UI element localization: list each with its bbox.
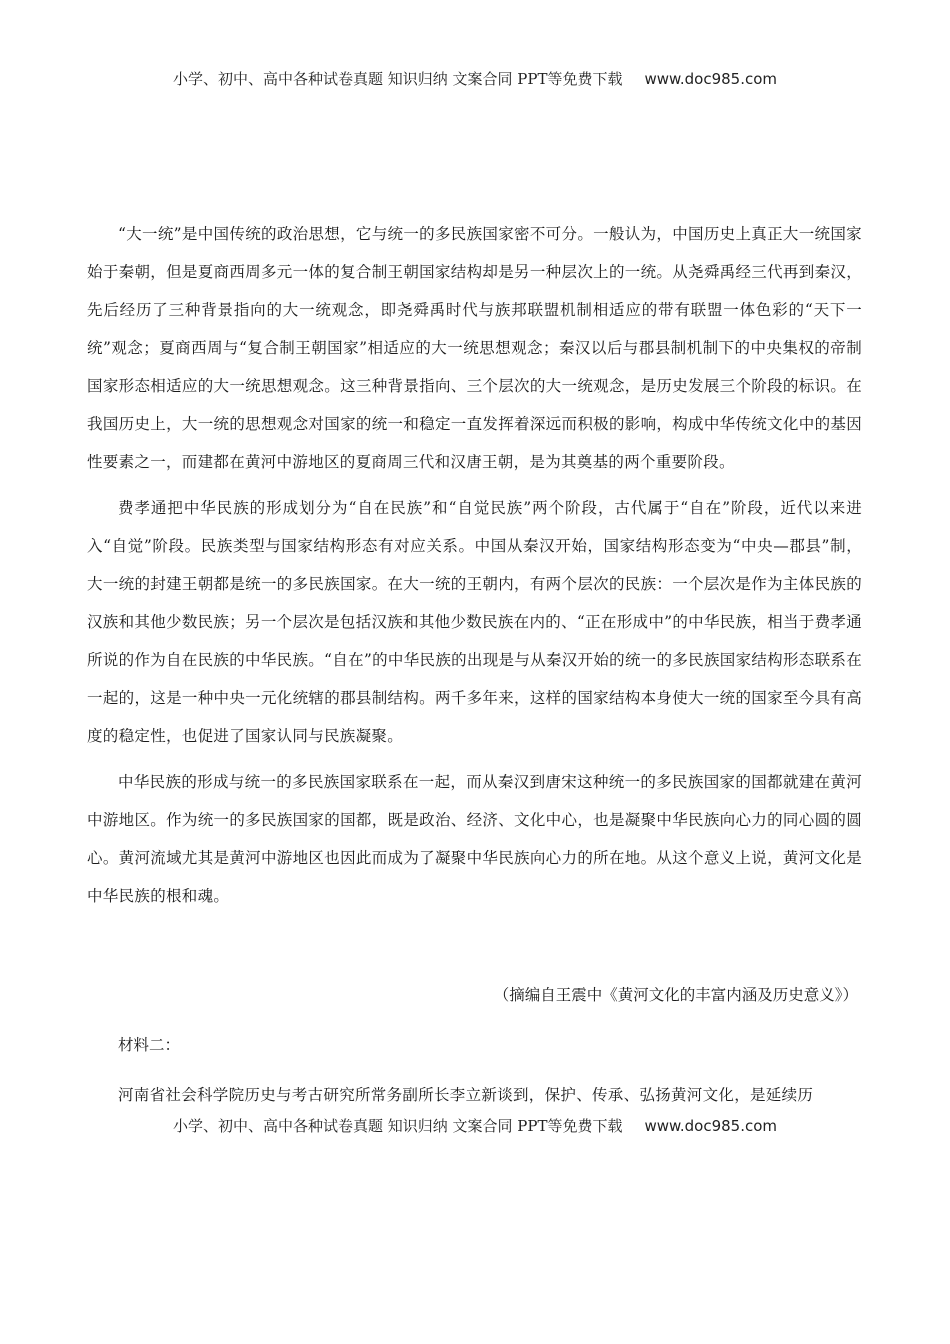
header-text: 小学、初中、高中各种试卷真题 知识归纳 文案合同 PPT等免费下载 [172,70,623,88]
page-header [0,68,950,89]
source-citation: （摘编自王震中《黄河文化的丰富内涵及历史意义》） [493,986,858,1004]
page-footer [0,1115,950,1136]
footer-text: 小学、初中、高中各种试卷真题 知识归纳 文案合同 PPT等免费下载 [172,1117,623,1135]
paragraph-2: 费孝通把中华民族的形成划分为“自在民族”和“自觉民族”两个阶段，古代属于“自在”阶段，近代以来进入“自觉”阶段。民族类型与国家结构形态有对应关系。中国从秦汉开始，国家结构形态变为“中央—郡县”制，大一统的封建王朝都是统一的多民族国家。在大一统的王朝内，有两个层次的民族：一个层次是作为主体民族的汉族和其他少数民族；另一个层次是包括汉族和其他少数民族在内的、“正在形成中”的中华民族，相当于费孝通所说的作为自在民族的中华民族。“自在”的中华民族的出现是与从秦汉开始的统一的多民族国家结构形态联系在一起的，这是一种中央一元化统辖的郡县制结构。两千多年来，这样的国家结构本身使大一统的国家至今具有高度的稳定性，也促进了国家认同与民族凝聚。 [87,499,862,745]
material-label: 材料二： [118,1036,181,1054]
article-body [87,215,862,915]
footer-url: www.doc985.com [644,1117,778,1135]
material-two-first-line: 河南省社会科学院历史与考古研究所常务副所长李立新谈到，保护、传承、弘扬黄河文化，是延续历 [118,1086,814,1104]
header-url: www.doc985.com [644,70,778,88]
paragraph-1: “大一统”是中国传统的政治思想，它与统一的多民族国家密不可分。一般认为，中国历史上真正大一统国家始于秦朝，但是夏商西周多元一体的复合制王朝国家结构却是另一种层次上的一统。从尧舜禹经三代再到秦汉，先后经历了三种背景指向的大一统观念，即尧舜禹时代与族邦联盟机制相适应的带有联盟一体色彩的“天下一统”观念；夏商西周与“复合制王朝国家”相适应的大一统思想观念；秦汉以后与郡县制机制下的中央集权的帝制国家形态相适应的大一统思想观念。这三种背景指向、三个层次的大一统观念，是历史发展三个阶段的标识。在我国历史上，大一统的思想观念对国家的统一和稳定一直发挥着深远而积极的影响，构成中华传统文化中的基因性要素之一，而建都在黄河中游地区的夏商周三代和汉唐王朝，是为其奠基的两个重要阶段。 [87,225,862,471]
paragraph-3: 中华民族的形成与统一的多民族国家联系在一起，而从秦汉到唐宋这种统一的多民族国家的国都就建在黄河中游地区。作为统一的多民族国家的国都，既是政治、经济、文化中心，也是凝聚中华民族向心力的同心圆的圆心。黄河流域尤其是黄河中游地区也因此而成为了凝聚中华民族向心力的所在地。从这个意义上说，黄河文化是中华民族的根和魂。 [87,773,862,905]
